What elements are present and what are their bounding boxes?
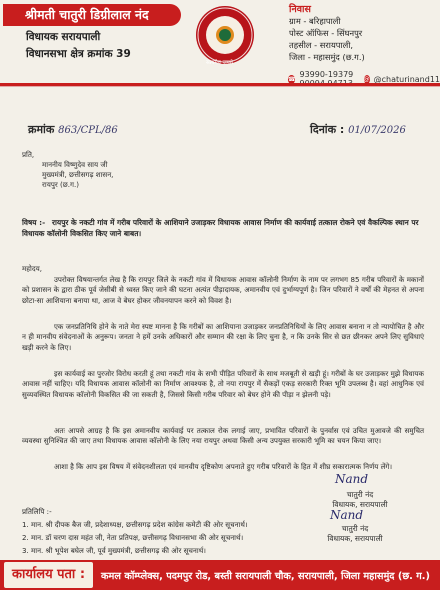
paragraph-3: इस कार्यवाई का पुरजोर विरोध करती हूं तथा नकटी गांव के सभी पीड़ित परिवारों के साथ मजबूती से खड़ी हूं। गरीबों के घर उजाड़कर मुझे विधायक आवास नहीं चाहिए। यदि विधायक आवास कॉलोनी का निर्माण आवश्यक है, तो नया रायपुर में सैकड़ों एकड़ सरकारी रिक्त भूमि उपलब्ध है। वहां आधुनिक एवं सुव्यवस्थित विधायक कॉलोनी विकसित की जा सकती है, जिससे किसी गरीब परिवार को बेघर होने की पीड़ा न झेलनी पड़े। <box>22 369 424 399</box>
phone-numbers: 93990-19379 <box>299 70 354 79</box>
seal-motto: सत्यमेव जयते <box>206 60 234 66</box>
subject-line: विषय :- रायपुर के नकटी गांव में गरीब परिवारों के आशियाने उजाड़कर विधायक आवास निर्माण की कार्यवाई तत्काल रोकने एवं वैकल्पिक स्थान पर विधायक कॉलोनी विकसित किए जाने बाबत। <box>22 218 419 238</box>
recipient-block: प्रति, माननीय विष्णुदेव साय जी मुख्यमंत्री, छत्तीसगढ़ शासन, रायपुर (छ.ग.) <box>22 150 114 189</box>
cc-item-3: 3. मान. श्री भूपेश बघेल जी, पूर्व मुख्यमंत्री, छत्तीसगढ़ की ओर सूचनार्थ। <box>22 546 206 555</box>
date-value: 01/07/2026 <box>348 125 406 136</box>
office-address-footer <box>0 560 440 590</box>
cc-item-2: 2. मान. डॉ चरण दास महंत जी, नेता प्रतिपक्ष, छत्तीसगढ़ विधानसभा की ओर सूचनार्थ। <box>22 533 244 542</box>
social-handle: @chaturinand11 <box>373 74 440 84</box>
cc-item-1: 1. मान. श्री दीपक बैज जी, प्रदेशाध्यक्ष, छत्तीसगढ़ प्रदेश कांग्रेस कमेटी की ओर सूचनार्थ। <box>22 520 248 529</box>
reference-value: 863/CPL/86 <box>58 125 118 136</box>
signature-block-2: चातुरी नंद विधायक, सरायपाली <box>327 524 383 543</box>
seal-emblem <box>196 6 254 64</box>
phone-icon: ☎ <box>288 75 296 83</box>
signature-block-1: चातुरी नंद विधायक, सरायपाली <box>332 490 388 509</box>
cc-title: प्रतिलिपि :- <box>22 507 52 516</box>
footer-label: कार्यालय पता : <box>4 562 93 588</box>
letterhead <box>0 0 440 82</box>
social-icon: @ <box>363 75 370 83</box>
signature-scribble-1: Nand <box>335 472 369 486</box>
addr-line-2: पोस्ट ऑफिस - सिंघनपुर <box>289 28 363 38</box>
paragraph-5: आशा है कि आप इस विषय में संवेदनशीलता एवं मानवीय दृष्टिकोण अपनाते हुए गरीब परिवारों के हित में शीघ्र सकारात्मक निर्णय लेंगे। <box>54 462 393 471</box>
addr-line-3: तहसील - सरायपाली, <box>289 40 354 50</box>
mla-name-bar: श्रीमती चातुरी डिग्रीलाल नंद <box>3 4 181 26</box>
residence-title: निवास <box>289 4 311 15</box>
addr-line-1: ग्राम - बरिहापाली <box>289 16 341 26</box>
footer-address: कमल कॉम्प्लेक्स, पदमपुर रोड, बस्ती सरायपाली चौक, सरायपाली, जिला महासमुंद (छ. ग.) <box>101 570 430 582</box>
salutation: महोदय, <box>22 264 42 273</box>
addr-line-4: जिला - महासमुंद (छ.ग.) <box>289 52 365 62</box>
constituency: विधानसभा क्षेत्र क्रमांक 39 <box>26 48 131 60</box>
paragraph-4: अतः आपसे आग्रह है कि इस अमानवीय कार्यवाई पर तत्काल रोक लगाई जाए, प्रभावित परिवारों के पुनर्वास एवं उचित मुआवजे की समुचित व्यवस्था सुनिश्चित की जाए तथा विधायक आवास कॉलोनी के लिए नया रायपुर अथवा किसी अन्य उपयुक्त सरकारी भूमि का चयन किया जाए। <box>22 426 424 446</box>
signature-scribble-2: Nand <box>330 508 364 522</box>
letter-date: दिनांक : 01/07/2026 <box>310 123 406 136</box>
header-rule-thin <box>0 86 440 87</box>
reference-number: क्रमांक 863/CPL/86 <box>28 123 118 136</box>
designation: विधायक सरायपाली <box>26 31 101 43</box>
paragraph-2: एक जनप्रतिनिधि होने के नाते मेरा स्पष्ट मानना है कि गरीबों का आशियाना उजाड़कर जनप्रतिनिधियों के लिए आवास बनाना न तो न्यायोचित है और न ही मानवीय संवेदनाओं के अनुरूप। जनता ने हमें उनके अधिकारों और सम्मान की रक्षा के लिए चुना है, न कि उनके सिर से छत छीनकर अपने लिए सुविधाएं खड़ी करने के लिए। <box>22 322 424 352</box>
paragraph-1: उपरोक्त विषयान्तर्गत लेख है कि रायपुर जिले के नकटी गांव में विधायक आवास कॉलोनी निर्माण के नाम पर लगभग 85 गरीब परिवारों के मकानों को प्रशासन के द्वारा ठीक पूर्व जेसीबी से ध्वस्त किए जाने की घटना अत्यंत पीड़ादायक, अमानवीय एवं दुर्भाग्यपूर्ण है। जिन परिवारों ने वर्षों की मेहनत से अपना छोटा-सा आशियाना बनाया था, आज वे बेघर होकर जीवनयापन करने को विवश है। <box>22 275 424 305</box>
